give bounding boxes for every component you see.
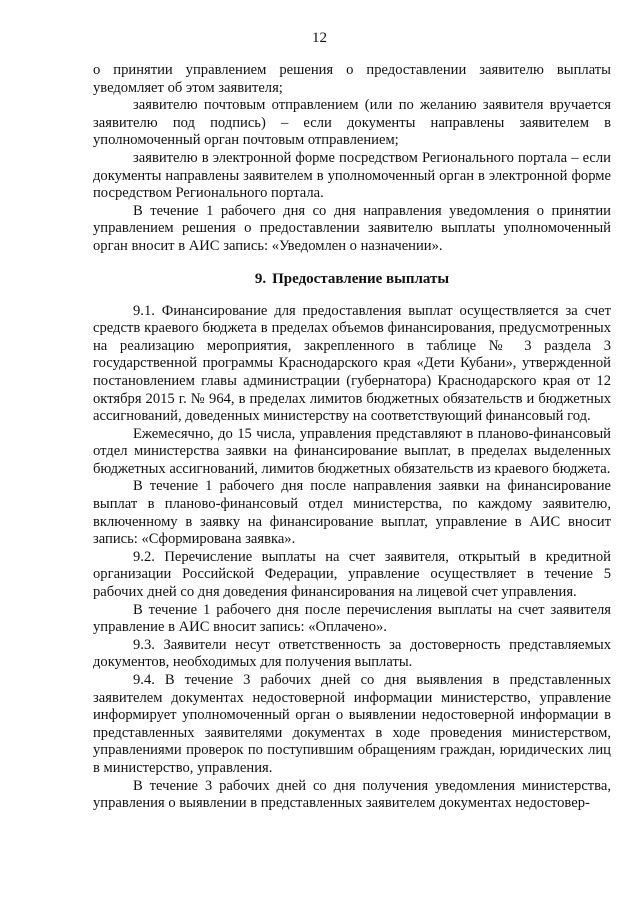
paragraph: В течение 1 рабочего дня после направления заявки на финансирование выплат в планово-финансовый отдел министерства, по каждому заявителю, включенному в заявку на финансирование выплат, управление в АИС вносит запись: «Сформирована заявка». [93,478,611,548]
paragraph: 9.3. Заявители несут ответственность за достоверность представляемых документов, необходимых для получения выплаты. [93,636,611,671]
paragraph: В течение 1 рабочего дня со дня направления уведомления о принятии управлением решения о предоставлении заявителю выплаты уполномоченный орган вносит в АИС запись: «Уведомлен о назначении». [93,202,611,254]
paragraph: заявителю в электронной форме посредством Регионального портала – если документы направлены заявителем в уполномоченный орган в электронной форме посредством Регионального портала. [93,149,611,202]
paragraph: В течение 3 рабочих дней со дня получения уведомления министерства, управления о выявлении в представленных заявителем документах недостовер- [93,777,611,812]
paragraph: о принятии управлением решения о предоставлении заявителю выплаты уведомляет об этом заявителя; [93,62,611,96]
paragraph: Ежемесячно, до 15 числа, управления представляют в планово-финансовый отдел министерства заявки на финансирование выплат, в пределах выделенных бюджетных ассигнований, лимитов бюджетных обязательств из краевого бюджета. [93,425,611,477]
document-body [93,62,611,813]
section-heading [93,270,611,288]
paragraph: В течение 1 рабочего дня после перечисления выплаты на счет заявителя управление в АИС вносит запись: «Оплачено». [93,601,611,636]
paragraph: 9.1. Финансирование для предоставления выплат осуществляется за счет средств краевого бюджета в пределах объемов финансирования, предусмотренных на реализацию мероприятия, закрепленного в таблице № 3 раздела 3 государственной программы Краснодарского края «Дети Кубани», утвержденной постановлением главы администрации (губернатора) Краснодарского края от 12 октября 2015 г. № 964, в пределах лимитов бюджетных обязательств и бюджетных ассигнований, доведенных министерству на соответствующий финансовый год. [93,302,611,425]
section-number: 9. [254,270,267,287]
section-title: Предоставление выплаты [272,270,450,287]
paragraph: 9.2. Перечисление выплаты на счет заявителя, открытый в кредитной организации Российской Федерации, управление осуществляет в течение 5 рабочих дней со дня доведения финансирования на лицевой счет управления. [93,548,611,601]
page-number: 12 [312,30,327,46]
paragraph: заявителю почтовым отправлением (или по желанию заявителя вручается заявителю под подпись) – если документы направлены заявителем в уполномоченный орган почтовым отправлением; [93,97,611,149]
paragraph: 9.4. В течение 3 рабочих дней со дня выявления в представленных заявителем документах недостоверной информации министерство, управление информирует уполномоченный орган о выявлении недостоверной информации в представленных заявителями документах в ходе проведения министерством, управлениями проверок по поступившим обращениям граждан, юридических лиц в министерство, управления. [93,672,611,776]
